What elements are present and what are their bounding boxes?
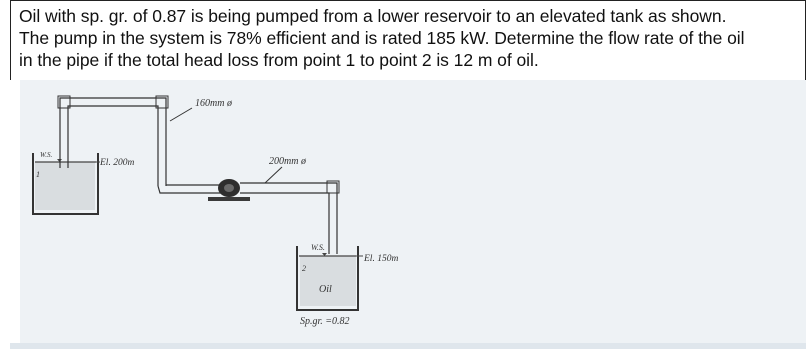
problem-line-3: in the pipe if the total head loss from point 1 to point 2 is 12 m of oil. xyxy=(19,50,539,70)
pump-base xyxy=(208,197,250,201)
leader-200 xyxy=(265,167,282,183)
right-tank-liquid xyxy=(300,256,356,306)
right-ws-label: W.S. xyxy=(311,243,325,252)
leader-160 xyxy=(170,108,192,121)
right-tank xyxy=(297,243,398,327)
specific-gravity-label: Sp.gr. =0.82 xyxy=(300,316,350,327)
left-reservoir-liquid xyxy=(35,162,95,210)
problem-line-2: The pump in the system is 78% efficient and is rated 185 kW. Determine the flow rate of the oil xyxy=(19,28,745,48)
point-1-label: 1 xyxy=(36,170,40,179)
problem-line-1: Oil with sp. gr. of 0.87 is being pumped from a lower reservoir to an elevated tank as shown. xyxy=(19,6,727,26)
pipe-200-label: 200mm ø xyxy=(269,156,306,167)
point-2-label: 2 xyxy=(302,264,306,273)
left-reservoir xyxy=(33,151,134,214)
oil-label: Oil xyxy=(319,284,332,295)
left-ws-label: W.S. xyxy=(40,151,53,159)
pump xyxy=(208,179,250,201)
left-elevation-label: El. 200m xyxy=(100,158,135,168)
pipe-160-label: 160mm ø xyxy=(195,98,232,109)
pump-hub xyxy=(224,184,234,192)
right-elevation-label: El. 150m xyxy=(364,254,399,264)
